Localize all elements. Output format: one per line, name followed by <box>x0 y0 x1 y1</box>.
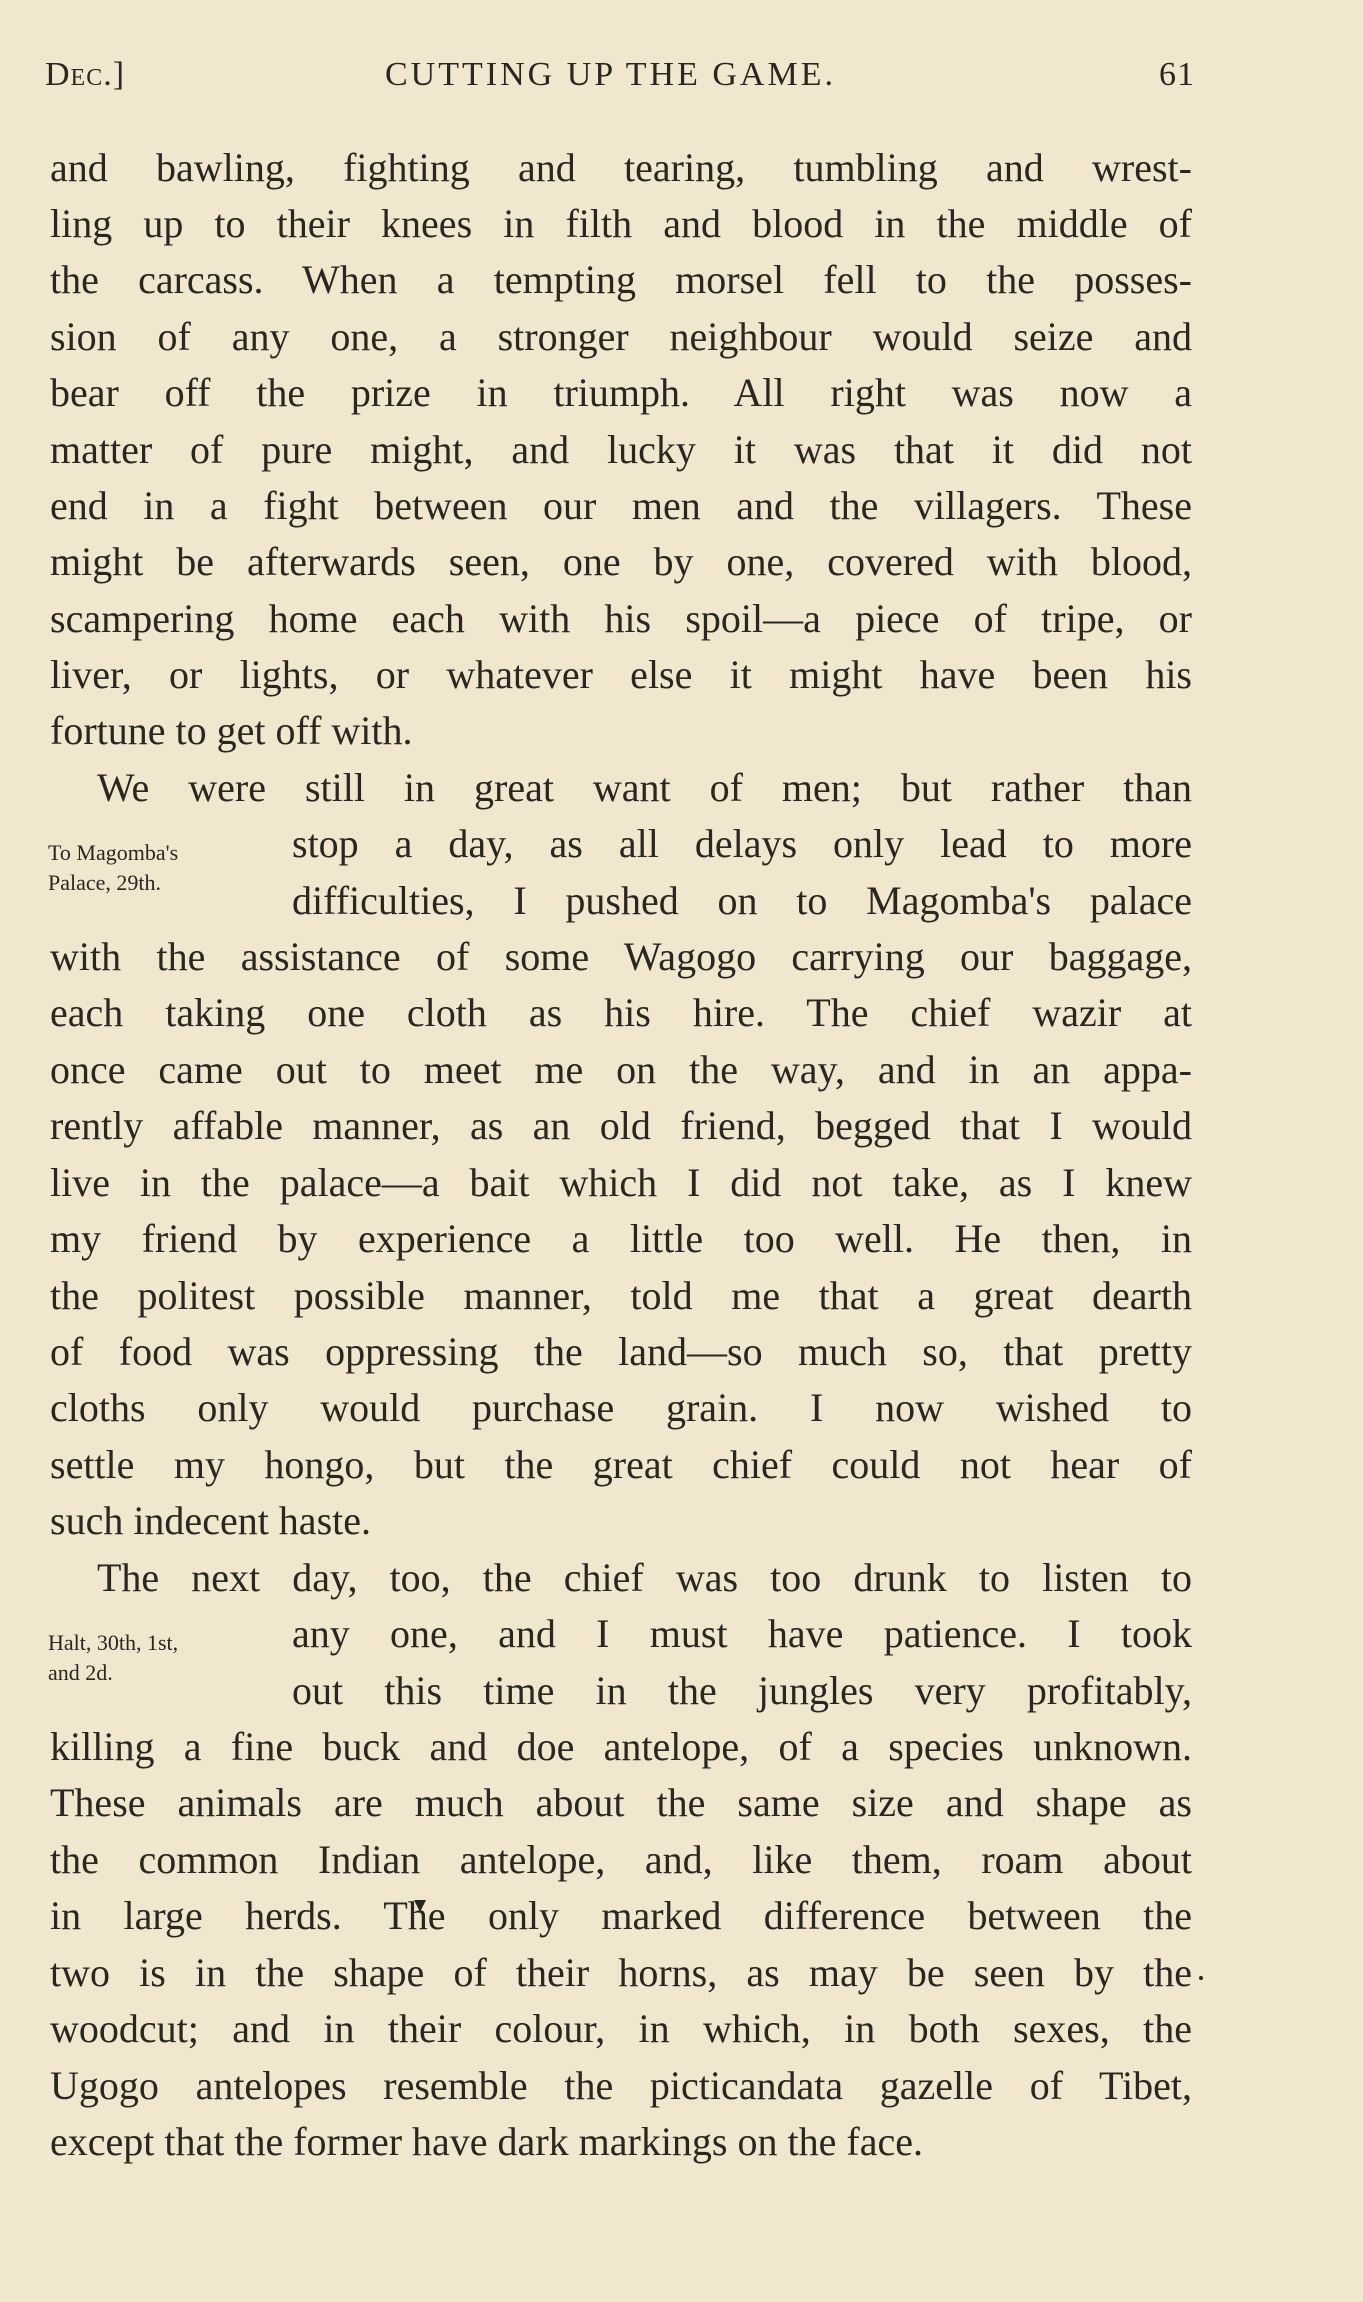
text-line: Ugogo antelopes resemble the picticandata gazelle of Tibet, <box>50 2063 1192 2108</box>
text-line: the common Indian antelope, and, like them, roam about <box>50 1837 1192 1882</box>
text-line: rently affable manner, as an old friend, begged that I would <box>50 1103 1192 1148</box>
margin-note <box>48 1628 178 1688</box>
text-line: bear off the prize in triumph. All right was now a <box>50 370 1192 415</box>
margin-note-line: Halt, 30th, 1st, <box>48 1630 179 1655</box>
text-line: killing a fine buck and doe antelope, of a species unknown. <box>50 1724 1192 1769</box>
margin-note-line: To Magomba's <box>48 840 179 865</box>
text-line: stop a day, as all delays only lead to more <box>292 821 1192 866</box>
text-line: fortune to get off with. <box>50 708 413 753</box>
text-line: might be afterwards seen, one by one, covered with blood, <box>50 539 1192 584</box>
text-line: any one, and I must have patience. I took <box>292 1611 1192 1656</box>
text-line: The next day, too, the chief was too drunk to listen to <box>97 1555 1192 1600</box>
text-line: of food was oppressing the land—so much so, that pretty <box>50 1329 1192 1374</box>
text-line: difficulties, I pushed on to Magomba's palace <box>292 878 1192 923</box>
text-line: once came out to meet me on the way, and in an appa- <box>50 1047 1192 1092</box>
text-line: each taking one cloth as his hire. The chief wazir at <box>50 990 1192 1035</box>
text-line: out this time in the jungles very profitably, <box>292 1668 1192 1713</box>
text-line: settle my hongo, but the great chief could not hear of <box>50 1442 1192 1487</box>
text-line: liver, or lights, or whatever else it might have been his <box>50 652 1192 697</box>
running-head <box>0 50 1363 110</box>
running-head-title: CUTTING UP THE GAME. <box>385 56 836 93</box>
margin-note-line: and 2d. <box>48 1660 113 1685</box>
text-line: live in the palace—a bait which I did not take, as I knew <box>50 1160 1192 1205</box>
text-line: scampering home each with his spoil—a piece of tripe, or <box>50 596 1192 641</box>
printer-mark <box>414 1900 426 1912</box>
text-line: woodcut; and in their colour, in which, in both sexes, the <box>50 2006 1192 2051</box>
page-number: 61 <box>1159 56 1195 93</box>
text-line: two is in the shape of their horns, as may be seen by the <box>50 1950 1192 1995</box>
print-speck <box>1199 1976 1203 1980</box>
text-line: the carcass. When a tempting morsel fell to the posses- <box>50 257 1192 302</box>
text-line: except that the former have dark markings on the face. <box>50 2119 923 2164</box>
margin-note-line: Palace, 29th. <box>48 870 162 895</box>
text-line: matter of pure might, and lucky it was that it did not <box>50 427 1192 472</box>
text-line: my friend by experience a little too well. He then, in <box>50 1216 1192 1261</box>
text-line: such indecent haste. <box>50 1498 371 1543</box>
text-line: with the assistance of some Wagogo carrying our baggage, <box>50 934 1192 979</box>
margin-note <box>48 838 178 898</box>
text-line: in large herds. The only marked difference between the <box>50 1893 1192 1938</box>
text-line: end in a fight between our men and the villagers. These <box>50 483 1192 528</box>
text-line: and bawling, fighting and tearing, tumbling and wrest- <box>50 145 1192 190</box>
text-line: cloths only would purchase grain. I now wished to <box>50 1385 1192 1430</box>
running-head-month: Dec.] <box>45 56 126 93</box>
text-line: We were still in great want of men; but rather than <box>97 765 1192 810</box>
text-line: the politest possible manner, told me that a great dearth <box>50 1273 1192 1318</box>
text-line: These animals are much about the same size and shape as <box>50 1780 1192 1825</box>
text-line: ling up to their knees in filth and blood in the middle of <box>50 201 1192 246</box>
text-line: sion of any one, a stronger neighbour would seize and <box>50 314 1192 359</box>
